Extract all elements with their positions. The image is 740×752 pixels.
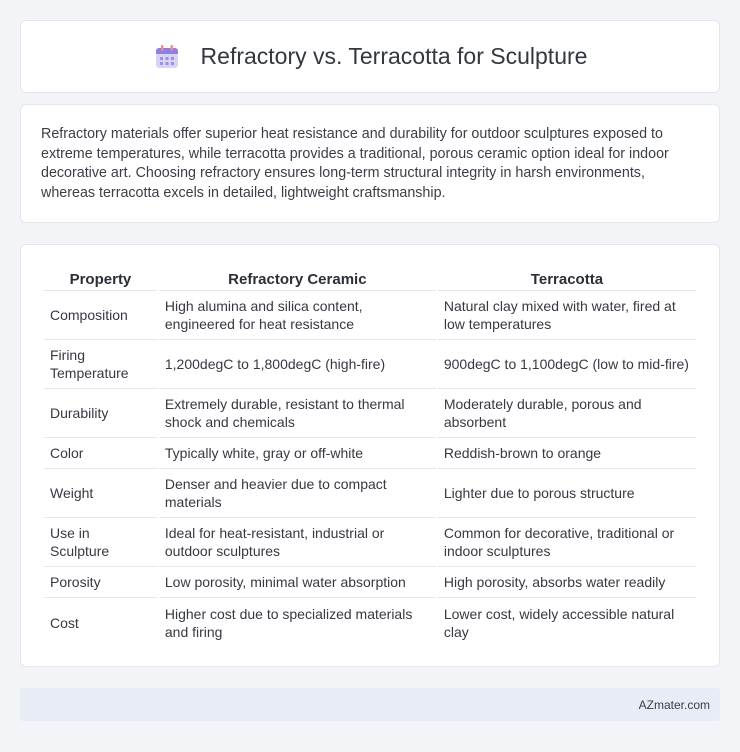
refractory-cell: Denser and heavier due to compact materials <box>159 469 436 518</box>
page-title: Refractory vs. Terracotta for Sculpture <box>200 43 588 69</box>
table-row <box>44 291 696 340</box>
calendar-icon <box>153 43 181 71</box>
property-cell: Porosity <box>44 567 157 598</box>
footer-bar <box>20 688 720 721</box>
summary-text: Refractory materials offer superior heat resistance and durability for outdoor sculptures exposed to extreme temperatures, while terracotta provides a traditional, porous ceramic option ideal for indoor decorative art. Choosing refractory ensures long-term structural integrity in harsh environments, whereas terracotta excels in detailed, lightweight craftsmanship. <box>41 126 669 201</box>
terracotta-cell: Reddish-brown to orange <box>438 438 696 469</box>
terracotta-cell: Natural clay mixed with water, fired at low temperatures <box>438 291 696 340</box>
property-cell: Cost <box>50 614 79 631</box>
terracotta-cell: Lower cost, widely accessible natural clay <box>443 605 675 640</box>
table-row <box>44 567 696 598</box>
summary-card <box>20 104 720 223</box>
property-cell: Firing Temperature <box>44 340 157 389</box>
table-header-row <box>44 265 696 291</box>
column-header-terracotta: Terracotta <box>438 265 696 291</box>
table-row <box>44 438 696 469</box>
comparison-table <box>42 265 698 647</box>
property-cell: Color <box>44 438 157 469</box>
column-header-property: Property <box>44 265 157 291</box>
table-row <box>44 518 696 567</box>
refractory-cell: Low porosity, minimal water absorption <box>159 567 436 598</box>
terracotta-cell: Lighter due to porous structure <box>438 469 696 518</box>
refractory-cell: 1,200degC to 1,800degC (high-fire) <box>159 340 436 389</box>
refractory-cell: Typically white, gray or off-white <box>159 438 436 469</box>
property-cell: Weight <box>44 469 157 518</box>
terracotta-cell: 900degC to 1,100degC (low to mid-fire) <box>438 340 696 389</box>
property-cell: Durability <box>44 389 157 438</box>
title-card <box>20 20 720 93</box>
refractory-cell: High alumina and silica content, engineered for heat resistance <box>159 291 436 340</box>
refractory-cell: Higher cost due to specialized materials and firing <box>164 605 413 640</box>
terracotta-cell: High porosity, absorbs water readily <box>438 567 696 598</box>
terracotta-cell: Moderately durable, porous and absorbent <box>438 389 696 438</box>
terracotta-cell: Common for decorative, traditional or indoor sculptures <box>438 518 696 567</box>
footer-site-link[interactable]: AZmater.com <box>638 697 710 712</box>
table-row <box>44 340 696 389</box>
property-cell: Use in Sculpture <box>44 518 157 567</box>
property-cell: Composition <box>44 291 157 340</box>
comparison-table-card <box>20 244 720 667</box>
column-header-refractory: Refractory Ceramic <box>159 265 436 291</box>
table-row <box>44 389 696 438</box>
refractory-cell: Ideal for heat-resistant, industrial or outdoor sculptures <box>159 518 436 567</box>
refractory-cell: Extremely durable, resistant to thermal shock and chemicals <box>159 389 436 438</box>
table-row <box>44 469 696 518</box>
table-row <box>44 598 696 647</box>
